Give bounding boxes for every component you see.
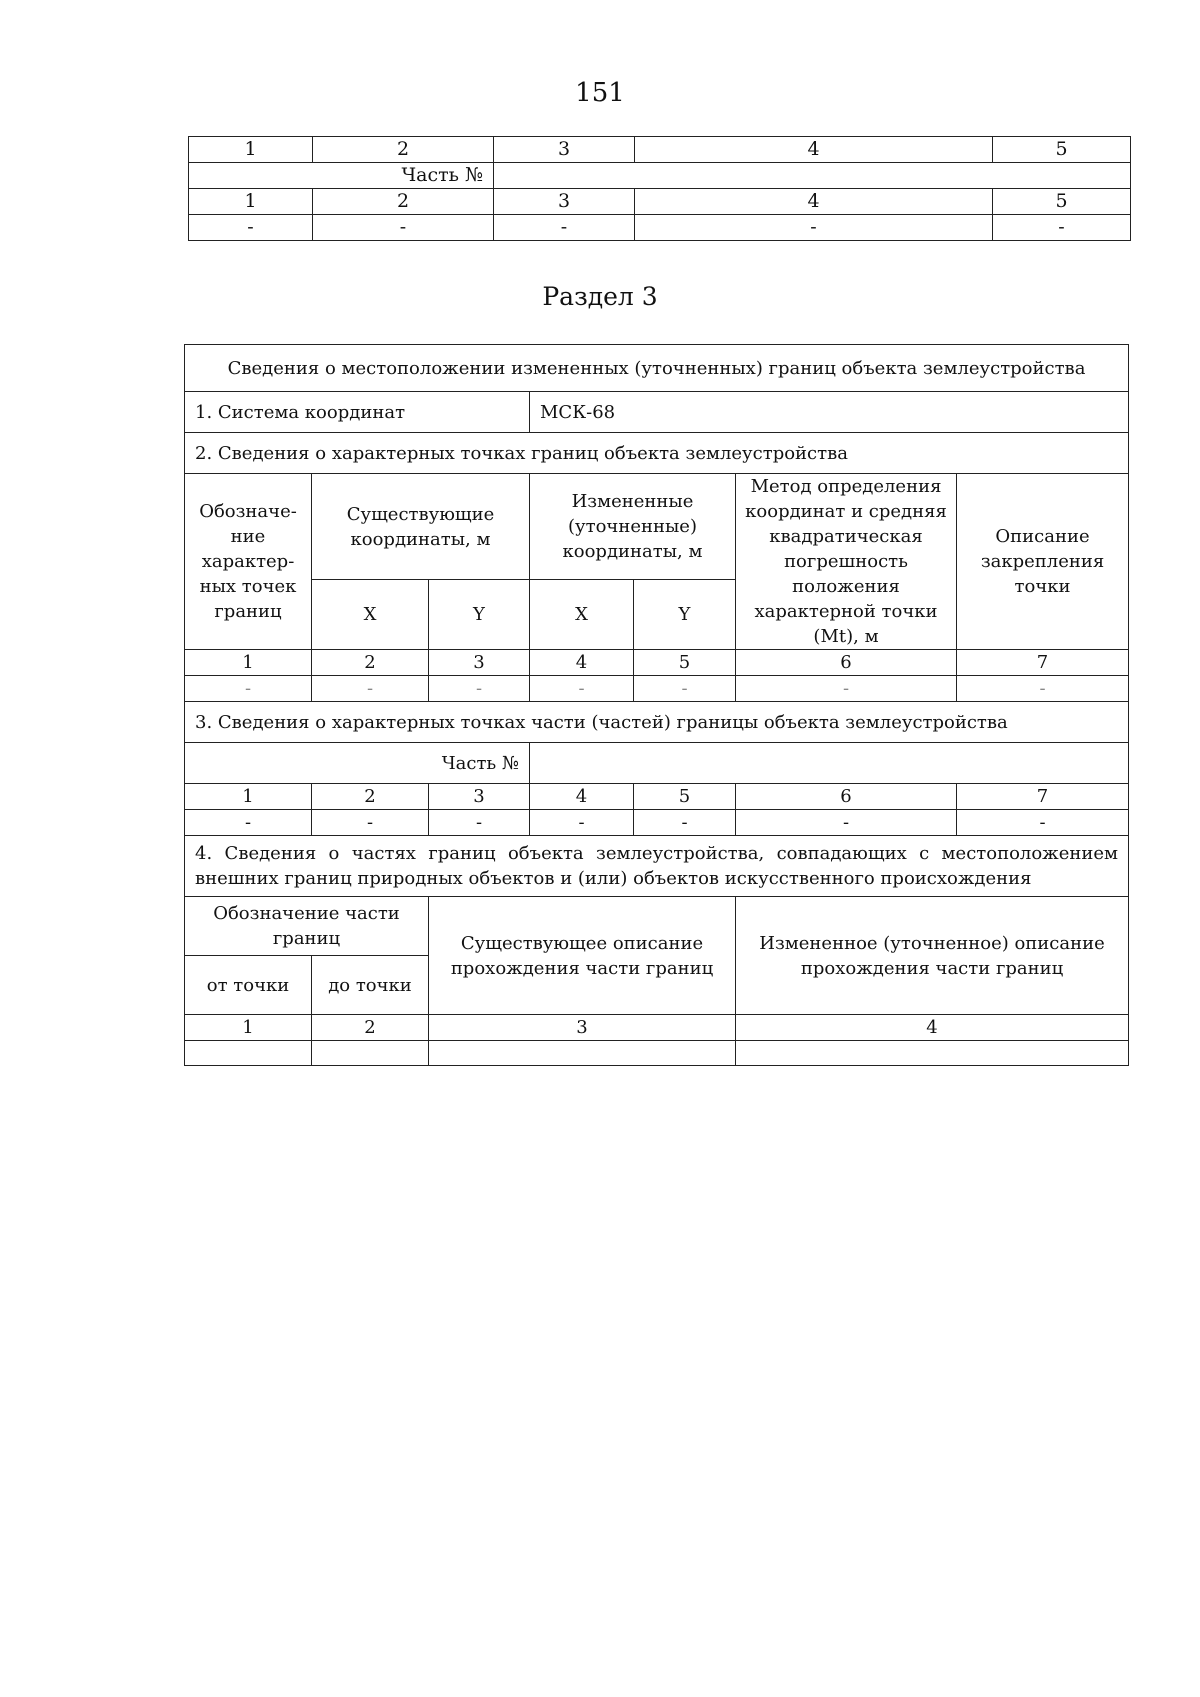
table-cell: 7 — [957, 784, 1129, 810]
table-cell — [736, 1041, 1129, 1066]
table-cell: 3 — [494, 137, 635, 163]
page-number: 151 — [575, 78, 625, 108]
table-cell — [312, 1041, 429, 1066]
part-value — [530, 743, 1129, 784]
table-cell: - — [736, 676, 957, 702]
table-row — [185, 743, 1129, 784]
table-cell: - — [530, 810, 634, 836]
table-cell: 3 — [429, 1015, 736, 1041]
table-row — [185, 1015, 1129, 1041]
table-cell: - — [494, 215, 635, 241]
table-cell: 3 — [429, 784, 530, 810]
table-row — [185, 1041, 1129, 1066]
table-row — [189, 189, 1131, 215]
table-cell: 4 — [530, 650, 634, 676]
table-row — [189, 137, 1131, 163]
col-designation: Обозначе-ние характер-ных точек границ — [185, 474, 312, 650]
col-from: от точки — [185, 956, 312, 1015]
table-cell: 1 — [185, 650, 312, 676]
table-cell: - — [312, 676, 429, 702]
top-table — [188, 136, 1131, 241]
table-cell: 5 — [634, 650, 736, 676]
table-cell: 5 — [634, 784, 736, 810]
table-cell: - — [429, 810, 530, 836]
table-row — [189, 215, 1131, 241]
table-cell: 4 — [635, 137, 993, 163]
table-row — [185, 784, 1129, 810]
col-y: Y — [634, 580, 736, 650]
col-x: X — [530, 580, 634, 650]
col-description: Описание закрепления точки — [957, 474, 1129, 650]
table-cell: 5 — [993, 137, 1131, 163]
table-cell: - — [313, 215, 494, 241]
col-method: Метод определения координат и средняя квадратическая погрешность положения характерной точки (Mt), м — [736, 474, 957, 650]
table-cell: - — [736, 810, 957, 836]
table-cell: - — [530, 676, 634, 702]
table-row — [185, 392, 1129, 433]
table-cell: - — [635, 215, 993, 241]
table-cell: 4 — [530, 784, 634, 810]
table-row — [185, 345, 1129, 392]
table-cell: 1 — [189, 137, 313, 163]
table-cell: - — [189, 215, 313, 241]
table-cell: - — [185, 810, 312, 836]
table-cell: 1 — [185, 1015, 312, 1041]
part-value — [494, 163, 1131, 189]
table-cell — [429, 1041, 736, 1066]
table-cell: 5 — [993, 189, 1131, 215]
coord-system-value: МСК-68 — [530, 392, 1129, 433]
table-cell: 2 — [312, 650, 429, 676]
table-row — [185, 702, 1129, 743]
col-y: Y — [429, 580, 530, 650]
col-changed: Измененные (уточненные) координаты, м — [530, 474, 736, 580]
col-existing-desc: Существующее описание прохождения части границ — [429, 897, 736, 1015]
table-cell: 2 — [313, 137, 494, 163]
table-cell: - — [993, 215, 1131, 241]
table-row — [189, 163, 1131, 189]
col-part-designation: Обозначение части границ — [185, 897, 429, 956]
table-cell: 2 — [313, 189, 494, 215]
table-row — [185, 836, 1129, 897]
table-row — [185, 433, 1129, 474]
col-to: до точки — [312, 956, 429, 1015]
table-row — [185, 474, 1129, 580]
coord-system-label: 1. Система координат — [185, 392, 530, 433]
table-cell: 7 — [957, 650, 1129, 676]
table-cell: 3 — [429, 650, 530, 676]
table-cell — [185, 1041, 312, 1066]
table-row — [185, 650, 1129, 676]
points-heading: 2. Сведения о характерных точках границ объекта землеустройства — [185, 433, 1129, 474]
table-cell: 2 — [312, 1015, 429, 1041]
table-cell: 4 — [736, 1015, 1129, 1041]
table-cell: - — [185, 676, 312, 702]
main-table — [184, 344, 1129, 1066]
table-row — [185, 810, 1129, 836]
table-cell: - — [429, 676, 530, 702]
table-cell: 1 — [185, 784, 312, 810]
table-cell: - — [634, 810, 736, 836]
table-row — [185, 676, 1129, 702]
section-title: Раздел 3 — [542, 282, 658, 311]
table-cell: 6 — [736, 650, 957, 676]
table-cell: - — [312, 810, 429, 836]
part-label: Часть № — [185, 743, 530, 784]
table-row — [185, 897, 1129, 956]
table-cell: 3 — [494, 189, 635, 215]
part-label: Часть № — [189, 163, 494, 189]
parts-heading: 3. Сведения о характерных точках части (частей) границы объекта землеустройства — [185, 702, 1129, 743]
main-table-title: Сведения о местоположении измененных (уточненных) границ объекта землеустройства — [185, 345, 1129, 392]
table-cell: 2 — [312, 784, 429, 810]
col-x: X — [312, 580, 429, 650]
col-existing: Существующие координаты, м — [312, 474, 530, 580]
coinciding-heading: 4. Сведения о частях границ объекта землеустройства, совпадающих с местоположением внешних границ природных объектов и (или) объектов искусственного происхождения — [185, 836, 1129, 897]
table-cell: 6 — [736, 784, 957, 810]
table-cell: - — [957, 810, 1129, 836]
table-cell: - — [957, 676, 1129, 702]
table-cell: - — [634, 676, 736, 702]
table-cell: 4 — [635, 189, 993, 215]
col-changed-desc: Измененное (уточненное) описание прохождения части границ — [736, 897, 1129, 1015]
table-cell: 1 — [189, 189, 313, 215]
